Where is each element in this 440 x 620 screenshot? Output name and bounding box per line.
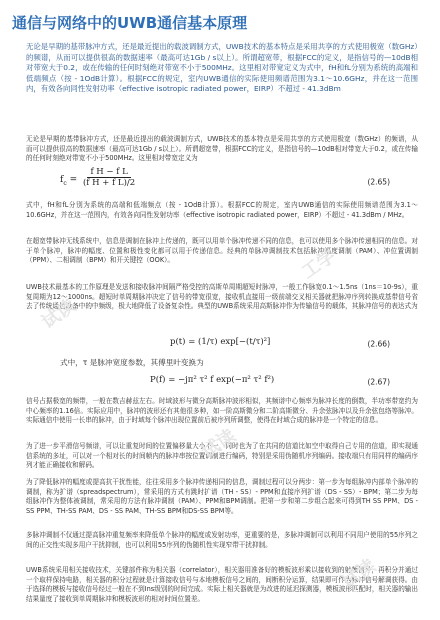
watermark-text: 试读 <box>198 425 240 464</box>
paragraph-9: 多脉冲调制不仅通过提高脉冲重复频率来降低单个脉冲的幅度或发射功率，更重要的是，多脉冲调制可以利用不同用户使用的55序列之间的正交性实现多用户干扰抑制，也可以利用55序列的伪随机性实现窄带干扰抑制。 <box>26 531 418 549</box>
paragraph-10: UWB系统采用相关接收技术，关键部件称为相关器（correlator），相关器用准备好的模板波形乘以接收到的射频信号，再积分并通过一个取样保持电路，相关器的积分过程就是计算接收信号与本地模板信号之间的，间断积分运算，结果即可作为脉冲信号解调获得。由于选择的模板与接收信号经过一般在不到Ins级别的时间完成。实际上相关器就是为改进的延迟探测器，模板波形匹配时，相关器的输出结果量度了接收到单周期脉冲和模板波形的相对时间位置差。 <box>26 566 418 603</box>
formula-numerator: f H − f L <box>87 167 130 178</box>
watermark-text: 试读 <box>38 295 80 334</box>
intro-paragraph: 无论是早期的基带脉冲方式，还是最近提出的载波调制方式，UWB技术的基本特点是采用共享的方式使用极宽（数GHz）的频谱，从而可以提供很高的数据速率（最高可达1Gb / s以上）。所谓超宽带，根据FCC的定义，是指信号的—10dB相对带宽大于0.2，或在传输的任何时刻绝对带宽不小于500MHz。这里相对带宽定义为式中，fH和fL分别为系统的高端和低端频点（按 - 1OdB计算）。根据FCC的规定，室内UWB通信的实际使用频谱范围为3.1～10.6GHz，并在这一范围内，有效各向同性发射功率（effective isotropic radiated power，EIRP）不超过 - 41.3dBm <box>26 42 418 93</box>
formula-denominator: (f H + f L)/2 <box>82 178 136 188</box>
paragraph-7: 为了进一步平滑信号频谱，可以让重复时间的位置偏移量大小不一，同时也为了在共同的信道比如空中取得自己专用的信道，即实现通信系统的多址，可以对一个相对长的时间帧内的脉冲串按位置调制进行编码，特别是采用伪随机序列编码。接收端只有用同样的编码序列才能正确接收和解码。 <box>26 442 418 470</box>
paragraph-4: UWB技术最基本的工作原理是发送和接收脉冲间隔严格受控的高斯单周期超短时脉冲，一般工作脉宽0.1～1.5ns（1ns＝10-9s），重复周期为12～1000ns。超短时单周期脉冲决定了信号的带宽很宽，接收机直接用一级前端交叉相关器就把脉冲序列转换成基带信号省去了传统通信设备中的中频级，极大地降低了设备复杂性。典型的UWB系统采用高斯脉冲作为传输信号的载体，其脉冲信号的表达式为 <box>26 283 418 311</box>
paragraph-6: 信号占据极宽的频带，一般在数吉赫兹左右。时域波形与微分高斯脉冲波形相似，其频谱中心频率为脉冲长度的倒数，半功率带宽约为中心频率的1.16倍。实际应用中，脉冲的波形还有其他很多种，如一阶高斯微分和二阶高斯微分、升余弦脉冲以及升余弦包络等脉冲。实际通信中使用一长串的脉冲，由于时域每个脉冲出现位置前后被序列所调整，使得在时域合成的脉冲是一个特定的信息。 <box>26 397 418 425</box>
paragraph-8: 为了降低脉冲的幅度或提高抗干扰性能，往往采用多个脉冲传递相同的信息，调制过程可以分两步：第一步为每组脉冲内部单个脉冲的调制，称为扩谱（spreadspectrum），常采用的方式有跳时扩谱（TH - SS）- PPM和直接序列扩谱（DS - SS）- BPM；第二步为每组脉冲作为整体被调制，常采用的方法有脉冲调制（PAM）、PPM和BPM调制。把第一步和第二步组合起来可得到TH SS PPM、DS - SS PPM、TH-SS PAM、DS - SS PAM、TH-SS BPM和DS-SS BPM等。 <box>26 478 418 515</box>
equation-number: (2.67) <box>367 377 390 387</box>
formula-lhs: p(t) = <box>170 337 199 347</box>
paragraph-2: 式中，fH和fL分别为系统的高端和低端频点（按 - 1OdB计算）。根据FCC的规定，室内UWB通信的实际使用频谱范围为3.1～10.6GHz，并在这一范围内，有效各向同性发射功率（effective isotropic radiated power，EIRP）不超过 - 41.3dBm / MHz。 <box>26 201 418 219</box>
equation-number: (2.66) <box>367 339 390 349</box>
page-title: 通信与网络中的UWB通信基本原理 <box>12 14 248 32</box>
paragraph-1: 无论是早期的基带脉冲方式，还是最近提出的载波调制方式，UWB技术的基本特点是采用共享的方式使用极宽（数GHz）的频谱，从而可以提供很高的数据速率（最高可达1Gb / s以上）。所谓超宽带，根据FCC的定义，是指信号的—10dB相对带宽大于0.2，或在传输的任何时刻绝对带宽不小于500MHz。这里相对带宽定义为 <box>26 135 418 163</box>
watermark-text: 工学 <box>298 245 340 284</box>
formula-fraction <box>80 167 138 188</box>
formula-lhs: $f_c$ = <box>60 175 80 187</box>
paragraph-5: 式中，τ 是脉冲宽度参数，其傅里叶变换为 <box>60 358 204 367</box>
formula-2-65 <box>60 167 390 197</box>
formula-rhs: (1/τ) exp[−(t/τ)²] <box>198 337 271 347</box>
formula-2-67 <box>60 371 390 393</box>
formula-lhs: P(f) = <box>150 375 179 385</box>
equation-number: (2.65) <box>367 177 390 187</box>
formula-2-66 <box>60 333 390 355</box>
paragraph-3: 在超宽带脉冲无线系统中，信息是调制在脉冲上传递的，既可以用单个脉冲传递不同的信息，也可以使用多个脉冲传递相同的信息。对于单个脉冲，脉冲的幅度、位置和极性变化都可以用于传递信息。经典的单脉冲调制技术包括脉冲幅度调制（PAM）、冲位置调制（PPM）、二相调制（BPM）和开关键控（OOK）。 <box>26 237 418 265</box>
watermark-text: 试读 <box>338 555 380 594</box>
formula-rhs: −jπ² τ² f exp(−π² τ² f²) <box>178 375 275 385</box>
